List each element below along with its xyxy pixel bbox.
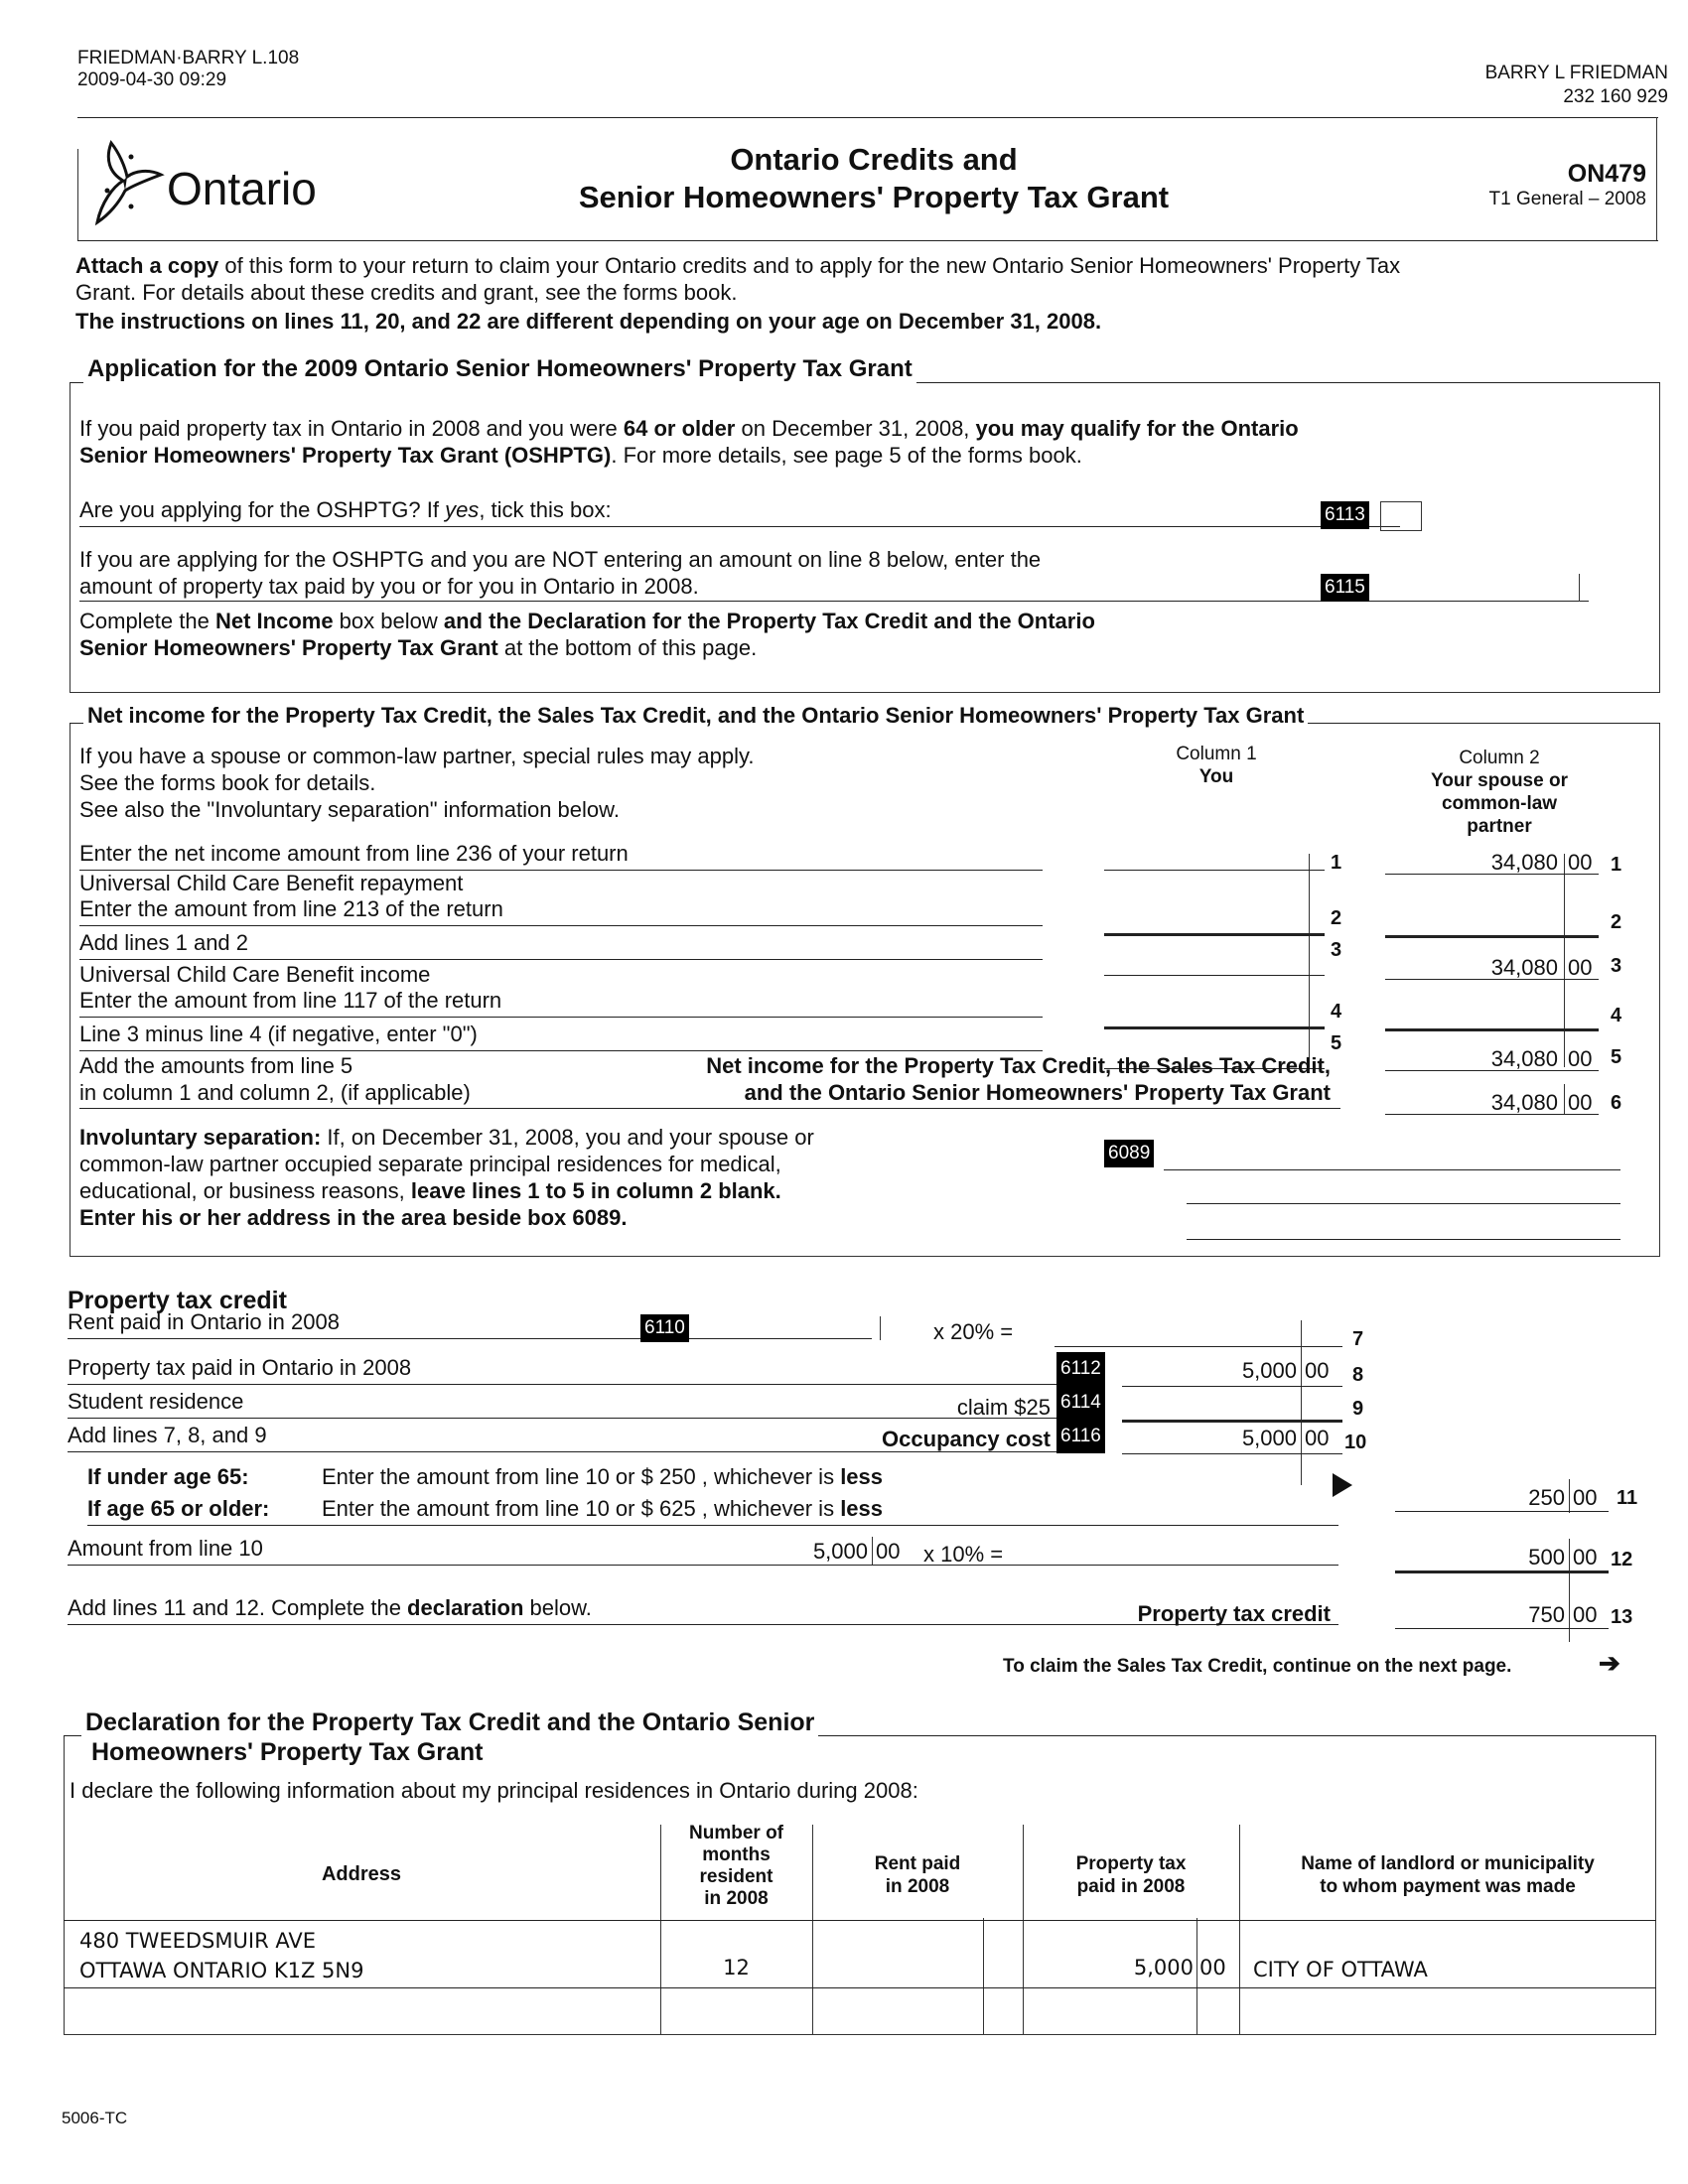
t: If you have a spouse or common-law partner, special rules may apply.: [79, 744, 755, 768]
tax-dollars-cell[interactable]: 5,000: [1133, 1956, 1194, 1979]
line4-col2[interactable]: [1385, 1028, 1599, 1031]
rent-cents-divider: [880, 1316, 881, 1340]
over-65-row: [87, 1495, 883, 1522]
title-bottom-rule: [77, 240, 1658, 241]
arrow-right-icon: ➔: [1599, 1648, 1620, 1678]
line2-label-a: Universal Child Care Benefit repayment: [79, 871, 464, 895]
t: Senior Homeowners' Property Tax Grant: [79, 635, 498, 660]
trillium-icon: [83, 131, 173, 230]
line-number: 3: [1611, 955, 1622, 977]
print-timestamp: 2009-04-30 09:29: [77, 69, 227, 90]
line-number: 6: [1611, 1092, 1622, 1114]
line-number: 8: [1352, 1364, 1364, 1386]
line-number: 11: [1617, 1487, 1638, 1509]
t: Homeowners' Property Tax Grant: [91, 1738, 484, 1766]
col1-cents-divider: [1309, 854, 1310, 1067]
line-number: 7: [1352, 1328, 1364, 1350]
complete-note: [79, 608, 1370, 661]
q1-rule: [79, 526, 1400, 527]
column2-header: [1390, 747, 1609, 838]
t: and the Declaration for the Property Tax Credit and the Ontario: [443, 609, 1095, 633]
continue-note: To claim the Sales Tax Credit, continue on the next page.: [1003, 1656, 1512, 1677]
t: resident: [699, 1866, 774, 1887]
line-number: 4: [1611, 1005, 1622, 1026]
ontario-logo-text: Ontario: [167, 163, 317, 214]
line3-col2-cents[interactable]: 00: [1568, 955, 1593, 980]
taxpayer-sin: 232 160 929: [1563, 86, 1668, 107]
line-number: 1: [1331, 852, 1342, 874]
line6-cents[interactable]: 00: [1568, 1090, 1593, 1115]
cents-divider: [1579, 574, 1580, 602]
t: , whichever is: [695, 1464, 841, 1489]
oshptg-question-label: [79, 496, 612, 523]
property-tax-credit-heading: Property tax credit: [68, 1287, 287, 1314]
line13-label: [68, 1594, 592, 1621]
t: and the Ontario Senior Homeowners' Property Tax Grant: [744, 1080, 1331, 1105]
box-6112-code: 6112: [1056, 1352, 1105, 1386]
line5-label: Line 3 minus line 4 (if negative, enter "0"): [79, 1022, 478, 1046]
arrow-right-icon: [1333, 1473, 1352, 1497]
involuntary-separation-note: [79, 1124, 1072, 1231]
form-code: ON479: [1567, 160, 1646, 188]
rent-rule: [68, 1338, 872, 1339]
line1-col2-cents[interactable]: 00: [1568, 850, 1593, 875]
line-number: 3: [1331, 939, 1342, 961]
net-income-intro: [79, 743, 754, 823]
t: amount of property tax paid by you or for you in Ontario in 2008.: [79, 574, 699, 599]
t: Property tax: [1075, 1853, 1187, 1874]
line12-label-rule: [68, 1565, 1338, 1566]
t: common-law partner occupied separate principal residences for medical,: [79, 1152, 781, 1176]
column-header-months: [660, 1823, 812, 1910]
payee-cell[interactable]: CITY OF OTTAWA: [1253, 1958, 1428, 1981]
t: If age 65 or older:: [87, 1496, 270, 1521]
line9-rule[interactable]: [1122, 1420, 1342, 1423]
column-header-rent: [812, 1852, 1023, 1898]
add-lines-7-8-9-label: Add lines 7, 8, and 9: [68, 1423, 267, 1447]
form-title-line2: Senior Homeowners' Property Tax Grant: [578, 180, 1170, 214]
oshptg-title: Application for the 2009 Ontario Senior Homeowners' Property Tax Grant: [83, 355, 916, 383]
line4-label-a: Universal Child Care Benefit income: [79, 962, 431, 987]
box-6115-input[interactable]: [1370, 574, 1579, 602]
l11-cents-divider: [1569, 1479, 1570, 1513]
line4-label: Enter the amount from line 117 of the return: [79, 988, 502, 1013]
t: in 2008: [704, 1888, 769, 1909]
t: Rent paid: [874, 1853, 961, 1874]
line11-dollars[interactable]: 250: [1528, 1485, 1565, 1510]
box-6114-code: 6114: [1056, 1386, 1105, 1420]
line-number: 10: [1344, 1432, 1367, 1453]
form-id: 5006-TC: [62, 2109, 128, 2127]
box-6113-code: 6113: [1321, 501, 1369, 529]
line2-col2[interactable]: [1385, 935, 1599, 938]
intro-bold: Attach a copy: [75, 253, 219, 278]
rent-label: Rent paid in Ontario in 2008: [68, 1309, 340, 1334]
line5-rule: [79, 1050, 1043, 1051]
t: If you are applying for the OSHPTG and you are NOT entering an amount on line 8 below, enter the: [79, 547, 1042, 572]
column-header-payee: [1239, 1852, 1656, 1898]
t: leave lines 1 to 5 in column 2 blank.: [410, 1178, 781, 1203]
t: declaration: [407, 1595, 524, 1620]
box-6115-code: 6115: [1321, 574, 1369, 602]
l12in-cents-divider: [872, 1537, 873, 1565]
t: paid in 2008: [1076, 1876, 1186, 1897]
t: Enter his or her address in the area beside box 6089.: [79, 1205, 628, 1230]
net-income-title: Net income for the Property Tax Credit, the Sales Tax Credit, and the Ontario Senior Homeowners' Property Tax Grant: [83, 703, 1308, 729]
address-line1: 480 TWEEDSMUIR AVE: [79, 1929, 316, 1953]
t: , tick this box:: [479, 497, 612, 522]
t: less: [840, 1496, 884, 1521]
under-65-amount: 250: [658, 1464, 696, 1489]
q2-label: [79, 546, 1271, 600]
line2-label: Enter the amount from line 213 of the return: [79, 896, 503, 921]
line5-col2-cents[interactable]: 00: [1568, 1046, 1593, 1071]
t: Net income for the Property Tax Credit, the Sales Tax Credit,: [706, 1053, 1331, 1078]
line-number: 13: [1611, 1606, 1633, 1628]
line6-caption: [556, 1052, 1331, 1106]
line11-rule: [1395, 1511, 1609, 1512]
line3-rule: [79, 959, 1043, 960]
line1-label: Enter the net income amount from line 236 of your return: [79, 841, 629, 866]
line3-label: Add lines 1 and 2: [79, 930, 249, 955]
line7-rule: [1055, 1346, 1342, 1347]
intro-paragraph: [75, 252, 1664, 335]
t: , whichever is: [695, 1496, 841, 1521]
line10-dollars[interactable]: 5,000: [1241, 1426, 1297, 1450]
header-left: [77, 48, 299, 91]
line-number: 12: [1611, 1549, 1633, 1570]
line12-label: Amount from line 10: [68, 1536, 263, 1561]
rent-multiplier: x 20% =: [933, 1319, 1014, 1344]
title-right-edge: [1656, 117, 1657, 240]
line-number: 2: [1611, 911, 1622, 933]
t: If under age 65:: [87, 1464, 249, 1489]
box-6116-code: 6116: [1056, 1420, 1105, 1453]
line11-cents[interactable]: 00: [1573, 1485, 1598, 1510]
t: Your spouse or: [1431, 770, 1568, 791]
t: at the bottom of this page.: [497, 635, 758, 660]
t: See also the "Involuntary separation" information below.: [79, 797, 620, 822]
line4-rule: [79, 1017, 1043, 1018]
line2-rule: [79, 925, 1043, 926]
title-left-edge: [77, 149, 78, 240]
line12-multiplier: x 10% =: [923, 1542, 1004, 1567]
declaration-title: [81, 1707, 818, 1767]
t: Declaration for the Property Tax Credit and the Ontario Senior: [85, 1708, 815, 1736]
line10-rule: [1122, 1453, 1342, 1454]
t: partner: [1467, 816, 1532, 837]
line12-rule: [1395, 1570, 1609, 1573]
form-code-block: [1489, 159, 1646, 210]
line13-dollars[interactable]: 750: [1528, 1602, 1565, 1627]
line6-rule: [79, 1108, 1340, 1109]
t: Enter the amount from line 10 or $: [322, 1496, 659, 1521]
proptax-rule: [68, 1384, 1060, 1385]
t: If you paid property tax in Ontario in 2008 and you were: [79, 416, 624, 441]
line12-cents[interactable]: 00: [1573, 1545, 1598, 1570]
line6-dollars[interactable]: 34,080: [1490, 1090, 1558, 1115]
t: educational, or business reasons,: [79, 1178, 411, 1203]
l12-cents-divider: [1569, 1539, 1570, 1642]
oshptg-checkbox[interactable]: [1380, 501, 1422, 531]
property-tax-label: Property tax paid in Ontario in 2008: [68, 1355, 412, 1380]
rent-input[interactable]: [705, 1314, 880, 1338]
ptc-cents-divider: [1301, 1320, 1302, 1485]
line-number: 1: [1611, 854, 1622, 876]
line2-col1[interactable]: [1104, 933, 1325, 936]
t: box below: [333, 609, 444, 633]
box-6089-code: 6089: [1104, 1140, 1154, 1167]
line12-input-dollars[interactable]: 5,000: [812, 1539, 868, 1564]
box-6110-code: 6110: [640, 1314, 689, 1342]
student-residence-label: Student residence: [68, 1389, 244, 1414]
taxpayer-name: BARRY L FRIEDMAN: [1484, 63, 1668, 83]
t: in column 1 and column 2, (if applicable): [79, 1080, 471, 1105]
t: in 2008: [885, 1876, 950, 1897]
spouse-address-line1[interactable]: [1164, 1169, 1620, 1170]
student-rule: [68, 1418, 1060, 1419]
line12-input-cents[interactable]: 00: [876, 1539, 901, 1564]
t: Number of: [689, 1823, 783, 1843]
table-row-address[interactable]: [79, 1926, 363, 1985]
oshptg-intro: [79, 415, 1628, 469]
line6-cents-divider: [1564, 1084, 1565, 1114]
over-65-amount: 625: [658, 1496, 696, 1521]
t: yes: [445, 497, 480, 522]
t: . For more details, see page 5 of the forms book.: [611, 443, 1082, 468]
line-number: 5: [1611, 1046, 1622, 1068]
t: If, on December 31, 2008, you and your spouse or: [321, 1125, 814, 1150]
line-number: 4: [1331, 1001, 1342, 1023]
line-number: 5: [1331, 1032, 1342, 1054]
spouse-address-line2[interactable]: [1187, 1203, 1620, 1204]
form-title-line1: Ontario Credits and: [730, 142, 1018, 177]
line3-col2-dollars[interactable]: 34,080: [1490, 955, 1558, 980]
line12-dollars[interactable]: 500: [1528, 1545, 1565, 1570]
col2-cents-divider: [1564, 854, 1565, 1067]
line8-cents[interactable]: 00: [1305, 1358, 1330, 1383]
table-header-rule: [64, 1920, 1656, 1921]
line11-label-rule: [87, 1525, 1338, 1526]
line8-rule: [1122, 1386, 1342, 1387]
declaration-intro: I declare the following information about my principal residences in Ontario during 2008:: [70, 1778, 918, 1803]
tax-cents-cell[interactable]: 00: [1199, 1956, 1226, 1979]
occupancy-cost-label: Occupancy cost: [882, 1427, 1051, 1451]
t: on December 31, 2008,: [735, 416, 976, 441]
line3-col1[interactable]: [1104, 975, 1325, 976]
t: Are you applying for the OSHPTG? If: [79, 497, 446, 522]
t: less: [840, 1464, 884, 1489]
t: You: [1198, 766, 1234, 787]
t: Net Income: [214, 609, 334, 633]
line4-col1[interactable]: [1104, 1026, 1325, 1029]
intro-rest: of this form to your return to claim your Ontario credits and to apply for the new Ontario Senior Homeowners' Property Tax: [218, 253, 1401, 278]
table-row-empty[interactable]: [64, 1989, 1656, 2033]
t: See the forms book for details.: [79, 770, 376, 795]
t: Senior Homeowners' Property Tax Grant (OSHPTG): [79, 443, 612, 468]
t: Column 2: [1459, 748, 1540, 768]
spouse-address-line3[interactable]: [1187, 1239, 1620, 1240]
intro-line2: Grant. For details about these credits and grant, see the forms book.: [75, 280, 738, 305]
line13-rule: [1395, 1628, 1609, 1629]
line5-col2-dollars[interactable]: 34,080: [1490, 1046, 1558, 1071]
column-header-address: Address: [321, 1863, 402, 1885]
form-subtitle: T1 General – 2008: [1488, 189, 1646, 209]
preparer-id: FRIEDMAN·BARRY L.108: [77, 48, 300, 68]
intro-age-note: The instructions on lines 11, 20, and 22 are different depending on your age on December 31, 2008.: [75, 309, 1102, 334]
t: Involuntary separation:: [79, 1125, 322, 1150]
t: to whom payment was made: [1320, 1876, 1576, 1897]
title-top-rule: [77, 117, 1658, 118]
line-number: 9: [1352, 1398, 1364, 1420]
t: months: [702, 1844, 771, 1865]
t: common-law: [1441, 793, 1558, 814]
months-cell[interactable]: 12: [723, 1956, 750, 1979]
t: Enter the amount from line 10 or $: [322, 1464, 659, 1489]
t: Add lines 11 and 12. Complete the: [68, 1595, 408, 1620]
address-line2: OTTAWA ONTARIO K1Z 5N9: [79, 1959, 364, 1982]
t: Complete the: [79, 609, 215, 633]
t: Column 1: [1176, 744, 1257, 764]
header-right: [1485, 62, 1668, 109]
line10-cents[interactable]: 00: [1305, 1426, 1330, 1450]
line8-dollars[interactable]: 5,000: [1241, 1358, 1297, 1383]
property-tax-credit-label: Property tax credit: [1137, 1601, 1331, 1626]
t: Name of landlord or municipality: [1301, 1853, 1595, 1874]
line13-cents[interactable]: 00: [1573, 1602, 1598, 1627]
form-title: [447, 141, 1301, 216]
column-header-property-tax: [1023, 1852, 1239, 1898]
line-number: 2: [1331, 907, 1342, 929]
student-claim-label: claim $25: [956, 1395, 1051, 1420]
line1-col1[interactable]: [1104, 870, 1325, 871]
under-65-row: [87, 1463, 883, 1490]
column1-header: [1142, 743, 1291, 788]
table-row-rule: [64, 1987, 1656, 1988]
line1-col2-dollars[interactable]: 34,080: [1490, 850, 1558, 875]
t: Add the amounts from line 5: [79, 1053, 353, 1078]
t: 64 or older: [623, 416, 736, 441]
t: below.: [523, 1595, 592, 1620]
line6-left: [79, 1052, 471, 1106]
t: you may qualify for the Ontario: [975, 416, 1299, 441]
